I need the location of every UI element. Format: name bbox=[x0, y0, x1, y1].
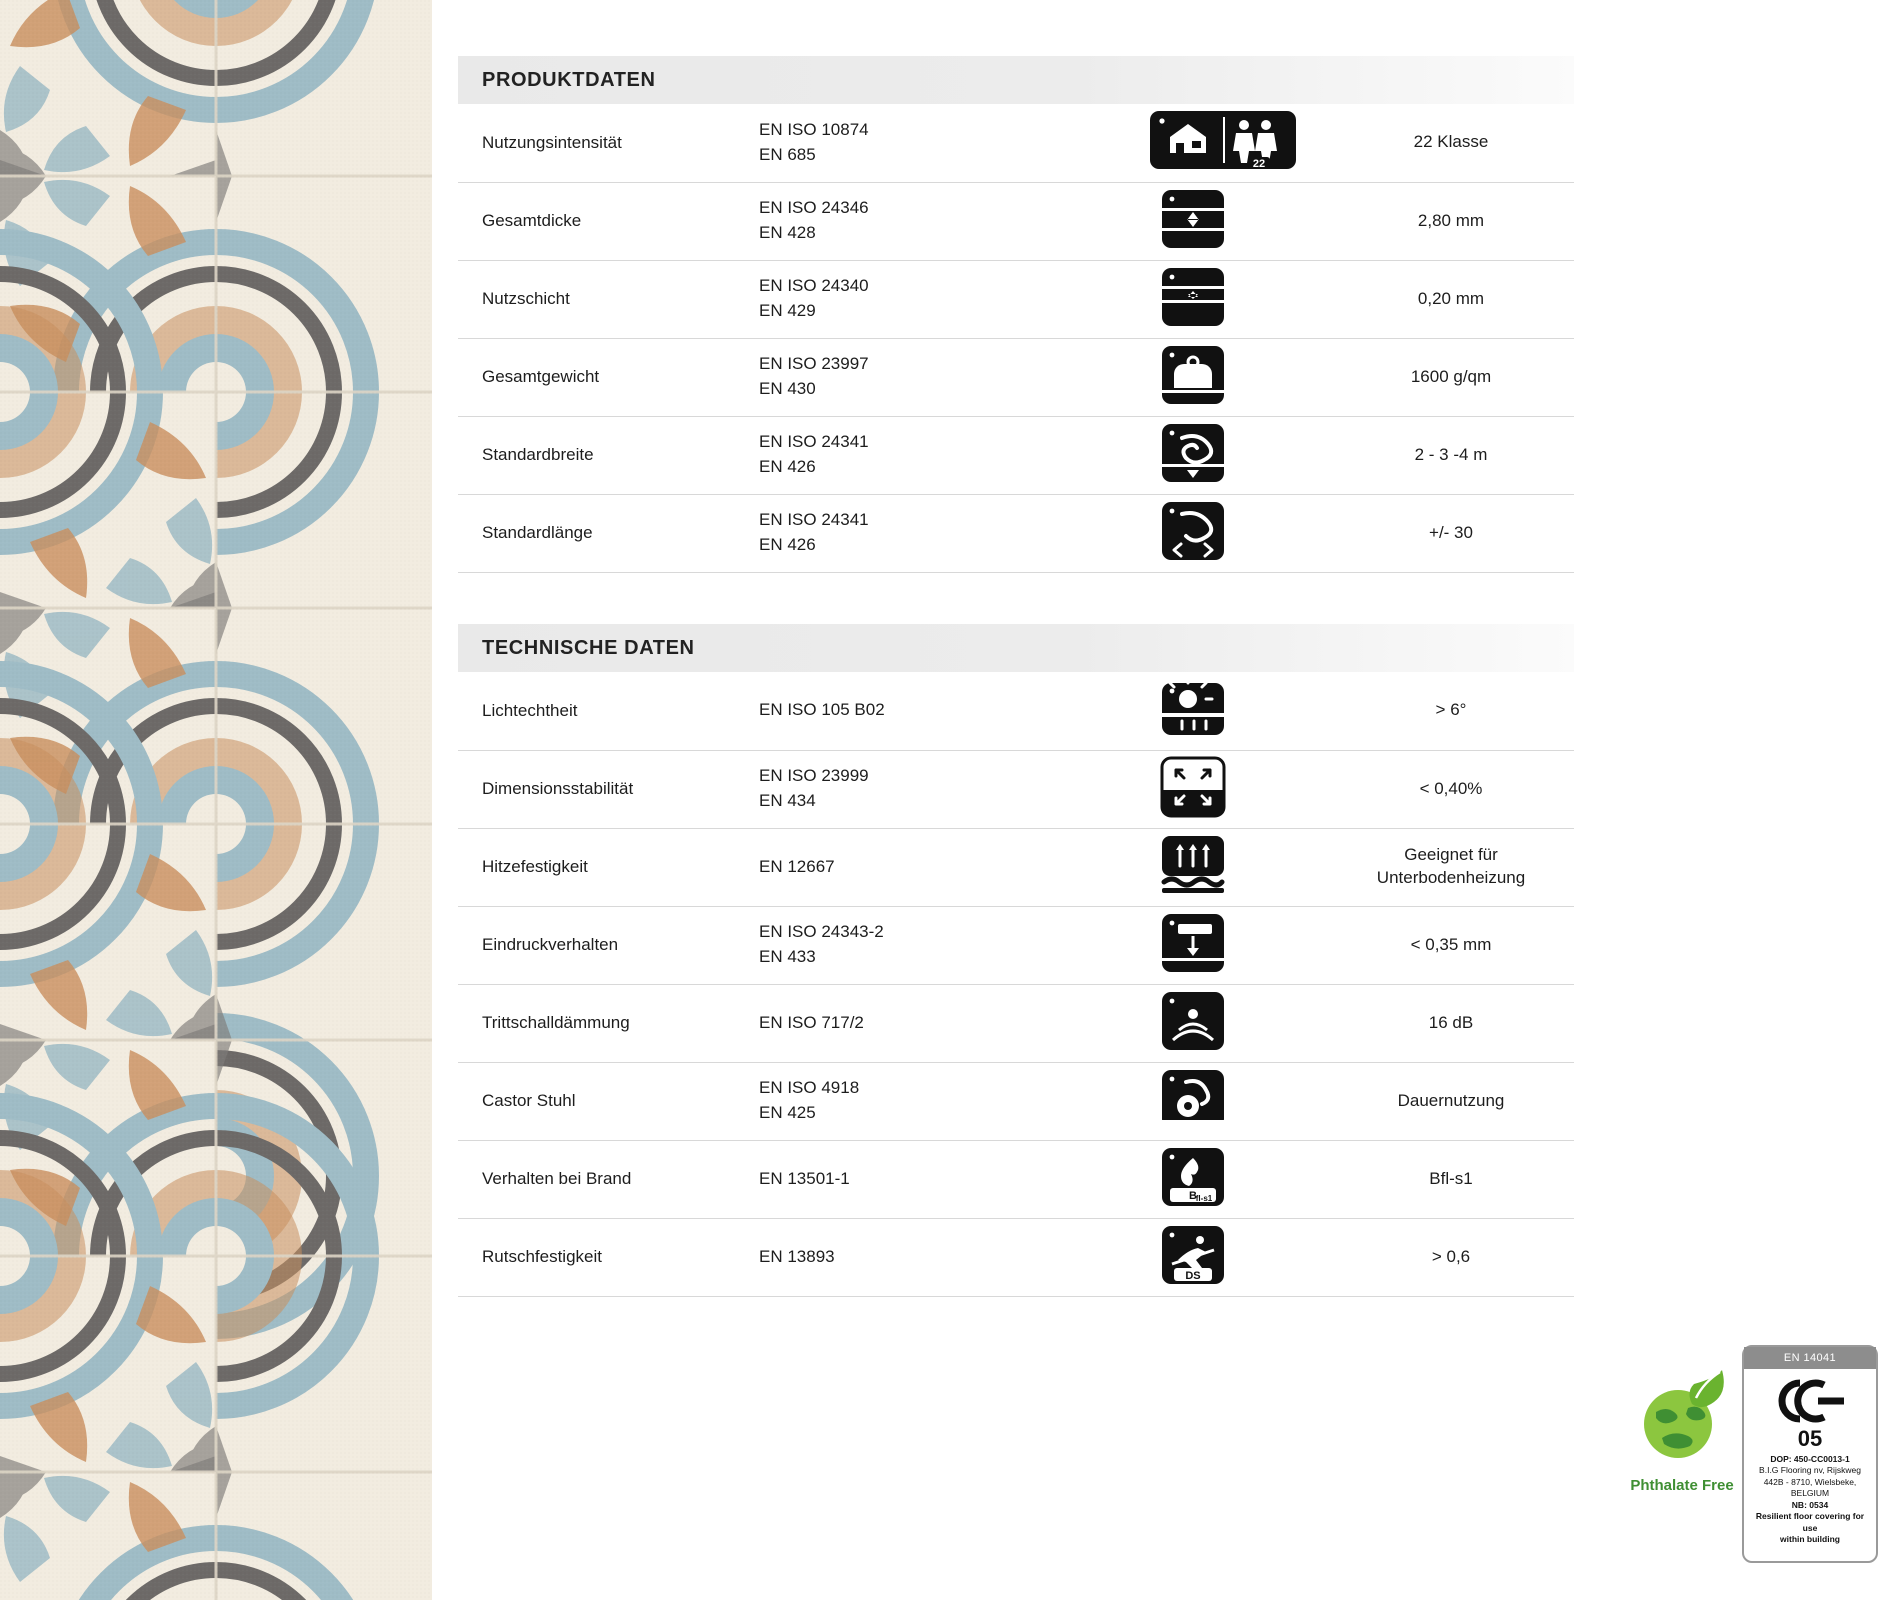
usage-class-icon bbox=[1148, 109, 1266, 171]
row-value bbox=[1328, 672, 1574, 750]
table-row bbox=[458, 104, 1574, 182]
row-icon-cell bbox=[1058, 1218, 1328, 1296]
row-icon-cell bbox=[1058, 750, 1328, 828]
norm-line: EN 429 bbox=[759, 301, 816, 320]
row-icon-cell bbox=[1058, 182, 1328, 260]
row-norms bbox=[758, 416, 1058, 494]
table-row bbox=[458, 828, 1574, 906]
svg-text:fl-s1: fl-s1 bbox=[1195, 1193, 1213, 1203]
ce-marking-block bbox=[1742, 1345, 1878, 1563]
norm-line: EN ISO 105 B02 bbox=[759, 700, 885, 720]
row-icon-cell bbox=[1058, 984, 1328, 1062]
row-norms bbox=[758, 672, 1058, 750]
ce-year: 05 bbox=[1797, 1426, 1823, 1451]
row-norms bbox=[758, 182, 1058, 260]
table-row bbox=[458, 260, 1574, 338]
row-label: Gesamtdicke bbox=[458, 182, 758, 260]
value-line: < 0,35 mm bbox=[1410, 934, 1492, 954]
row-icon-cell bbox=[1058, 906, 1328, 984]
value-line: < 0,40% bbox=[1419, 778, 1483, 798]
ce-logo bbox=[1744, 1379, 1876, 1428]
row-value bbox=[1328, 1140, 1574, 1218]
value-line: 22 Klasse bbox=[1413, 132, 1489, 152]
value-line: 1600 g/qm bbox=[1410, 366, 1492, 386]
norm-line: EN 426 bbox=[759, 535, 816, 554]
row-icon-cell bbox=[1058, 1062, 1328, 1140]
product-data-table bbox=[458, 104, 1574, 573]
ce-notified-body: NB: 0534 bbox=[1791, 1499, 1829, 1510]
norm-line: EN 426 bbox=[759, 457, 816, 476]
row-label: Rutschfestigkeit bbox=[458, 1218, 758, 1296]
row-icon-cell bbox=[1058, 260, 1328, 338]
svg-text:B: B bbox=[1189, 1189, 1197, 1202]
slip-resistance-icon bbox=[1148, 1224, 1238, 1286]
row-icon-cell bbox=[1058, 338, 1328, 416]
norm-line: EN ISO 23997 bbox=[759, 354, 869, 374]
table-row bbox=[458, 338, 1574, 416]
norm-line: EN ISO 24343-2 bbox=[759, 922, 884, 942]
table-row bbox=[458, 416, 1574, 494]
ce-company: B.I.G Flooring nv, Rijskweg bbox=[1759, 1465, 1861, 1476]
value-line: > 0,6 bbox=[1431, 1246, 1471, 1266]
row-icon-cell bbox=[1058, 494, 1328, 572]
row-norms bbox=[758, 828, 1058, 906]
value-line: +/- 30 bbox=[1429, 522, 1473, 542]
norm-line: EN 685 bbox=[759, 144, 816, 164]
row-value bbox=[1328, 260, 1574, 338]
row-norms bbox=[758, 1218, 1058, 1296]
row-label: Nutzschicht bbox=[458, 260, 758, 338]
globe-leaf-icon bbox=[1632, 1368, 1732, 1468]
row-norms bbox=[758, 1062, 1058, 1140]
fire-behaviour-icon bbox=[1148, 1146, 1238, 1208]
row-icon-cell bbox=[1058, 828, 1328, 906]
row-label: Standardbreite bbox=[458, 416, 758, 494]
table-row bbox=[458, 750, 1574, 828]
lightfastness-sun-icon bbox=[1148, 677, 1238, 739]
norm-line: EN 12667 bbox=[759, 856, 835, 876]
row-value bbox=[1328, 104, 1574, 182]
row-icon-cell bbox=[1058, 1140, 1328, 1218]
product-pattern-image bbox=[0, 0, 432, 1600]
row-norms bbox=[758, 338, 1058, 416]
value-line: Dauernutzung bbox=[1397, 1090, 1505, 1110]
row-icon-cell bbox=[1058, 104, 1328, 182]
ce-address: 442B - 8710, Wielsbeke, BELGIUM bbox=[1763, 1476, 1857, 1499]
row-value bbox=[1328, 750, 1574, 828]
norm-line: EN 428 bbox=[759, 223, 816, 242]
table-row bbox=[458, 1062, 1574, 1140]
row-value bbox=[1328, 984, 1574, 1062]
norm-line: EN ISO 24341 bbox=[759, 432, 869, 452]
impact-sound-icon bbox=[1148, 990, 1238, 1052]
row-label: Verhalten bei Brand bbox=[458, 1140, 758, 1218]
row-label: Lichtechtheit bbox=[458, 672, 758, 750]
row-value bbox=[1328, 182, 1574, 260]
norm-line: EN ISO 24346 bbox=[759, 198, 869, 218]
value-line: Bfl-s1 bbox=[1429, 1168, 1473, 1188]
total-thickness-icon bbox=[1148, 188, 1238, 250]
row-value bbox=[1328, 1062, 1574, 1140]
roll-length-icon bbox=[1148, 500, 1238, 562]
row-value bbox=[1328, 1218, 1574, 1296]
value-line: 16 dB bbox=[1428, 1012, 1474, 1032]
row-norms bbox=[758, 906, 1058, 984]
value-line: Geeignet für bbox=[1404, 845, 1498, 865]
table-row bbox=[458, 984, 1574, 1062]
castor-chair-icon bbox=[1148, 1068, 1238, 1130]
product-data-header bbox=[458, 56, 1574, 104]
dimensional-stability-icon bbox=[1148, 756, 1238, 818]
value-line: > 6° bbox=[1435, 700, 1467, 720]
norm-line: EN 13893 bbox=[759, 1246, 835, 1266]
phthalate-free-label: Phthalate Free bbox=[1630, 1477, 1734, 1494]
row-value bbox=[1328, 416, 1574, 494]
underfloor-heating-icon bbox=[1148, 834, 1238, 896]
residual-indentation-icon bbox=[1148, 912, 1238, 974]
row-label: Nutzungsintensität bbox=[458, 104, 758, 182]
technical-data-section bbox=[458, 624, 1574, 1297]
value-line: 2,80 mm bbox=[1417, 210, 1485, 230]
norm-line: EN 430 bbox=[759, 379, 816, 398]
row-label: Eindruckverhalten bbox=[458, 906, 758, 984]
row-norms bbox=[758, 494, 1058, 572]
table-row bbox=[458, 1218, 1574, 1296]
row-label: Castor Stuhl bbox=[458, 1062, 758, 1140]
technical-data-header bbox=[458, 624, 1574, 672]
row-label: Gesamtgewicht bbox=[458, 338, 758, 416]
product-data-title: PRODUKTDATEN bbox=[482, 68, 656, 91]
value-line: Unterbodenheizung bbox=[1376, 868, 1526, 887]
table-row bbox=[458, 1140, 1574, 1218]
norm-line: EN ISO 23999 bbox=[759, 766, 869, 786]
row-norms bbox=[758, 1140, 1058, 1218]
spec-content bbox=[432, 0, 1865, 1600]
product-data-section bbox=[458, 56, 1574, 573]
norm-line: EN ISO 4918 bbox=[759, 1078, 860, 1098]
technical-data-table bbox=[458, 672, 1574, 1297]
value-line: 0,20 mm bbox=[1417, 288, 1485, 308]
total-weight-icon bbox=[1148, 344, 1238, 406]
wear-layer-icon bbox=[1148, 266, 1238, 328]
roll-width-icon bbox=[1148, 422, 1238, 484]
svg-text:22: 22 bbox=[1252, 158, 1266, 171]
row-label: Dimensionsstabilität bbox=[458, 750, 758, 828]
row-label: Standardlänge bbox=[458, 494, 758, 572]
norm-line: EN ISO 24340 bbox=[759, 276, 869, 296]
row-norms bbox=[758, 750, 1058, 828]
table-row bbox=[458, 672, 1574, 750]
ce-standard-label: EN 14041 bbox=[1744, 1347, 1876, 1369]
row-icon-cell bbox=[1058, 416, 1328, 494]
ce-description-line2: within building bbox=[1780, 1534, 1840, 1545]
row-norms bbox=[758, 104, 1058, 182]
row-value bbox=[1328, 338, 1574, 416]
row-norms bbox=[758, 984, 1058, 1062]
norm-line: EN ISO 717/2 bbox=[759, 1012, 864, 1032]
row-norms bbox=[758, 260, 1058, 338]
row-value bbox=[1328, 828, 1574, 906]
row-label: Trittschalldämmung bbox=[458, 984, 758, 1062]
table-row bbox=[458, 906, 1574, 984]
table-row bbox=[458, 494, 1574, 572]
value-line: 2 - 3 -4 m bbox=[1414, 444, 1488, 464]
norm-line: EN ISO 24341 bbox=[759, 510, 869, 530]
svg-text:DS: DS bbox=[1185, 1269, 1201, 1282]
row-value bbox=[1328, 906, 1574, 984]
norm-line: EN ISO 10874 bbox=[759, 120, 869, 140]
technical-data-title: TECHNISCHE DATEN bbox=[482, 636, 695, 659]
row-icon-cell bbox=[1058, 672, 1328, 750]
row-label: Hitzefestigkeit bbox=[458, 828, 758, 906]
norm-line: EN 433 bbox=[759, 947, 816, 966]
norm-line: EN 13501-1 bbox=[759, 1168, 850, 1188]
norm-line: EN 425 bbox=[759, 1103, 816, 1122]
ce-dop: DOP: 450-CC0013-1 bbox=[1770, 1454, 1850, 1464]
table-row bbox=[458, 182, 1574, 260]
ce-description-line1: Resilient floor covering for use bbox=[1755, 1511, 1865, 1533]
row-value bbox=[1328, 494, 1574, 572]
norm-line: EN 434 bbox=[759, 791, 816, 810]
